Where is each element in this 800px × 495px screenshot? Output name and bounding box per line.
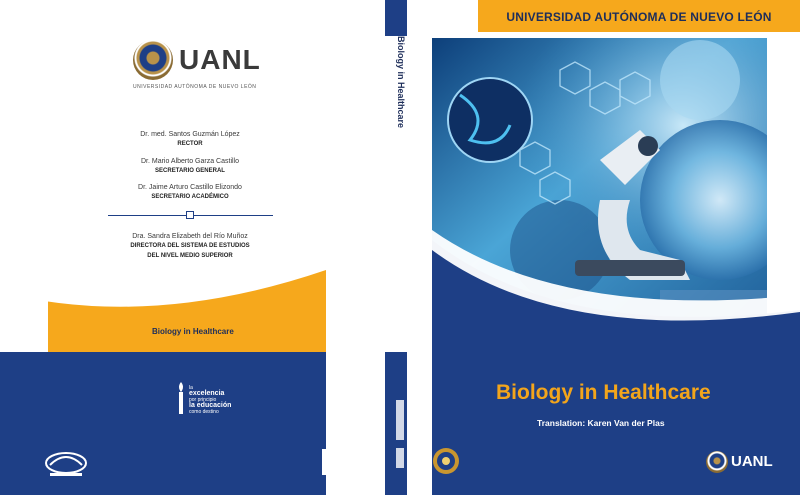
excellence-line4: la educación: [189, 402, 232, 409]
torch-icon: [176, 382, 186, 416]
book-title: Biology in Healthcare: [496, 381, 711, 404]
authority-3: [100, 183, 280, 202]
barcode-area: [322, 449, 367, 475]
editorial-logo-icon: [44, 449, 89, 479]
front-uanl-logo: [706, 451, 796, 477]
authority-name: Dr. Mario Alberto Garza Castillo: [140, 158, 240, 165]
authority-1: [100, 130, 280, 149]
excellence-line2: excelencia: [189, 390, 225, 397]
university-seal-icon: [133, 40, 173, 80]
director-name: Dra. Sandra Elizabeth del Río Muñoz: [132, 233, 248, 240]
translator-credit: Translation: Karen Van der Plas: [537, 418, 665, 428]
logo-word: UANL: [179, 44, 261, 75]
authority-2: [100, 157, 280, 176]
university-name: UNIVERSIDAD AUTÓNOMA DE NUEVO LEÓN: [506, 10, 772, 24]
institution-seal-icon: [432, 447, 460, 475]
back-gold-band: [0, 270, 326, 352]
director-role-line2: DEL NIVEL MEDIO SUPERIOR: [147, 253, 233, 259]
uanl-logo: [133, 40, 261, 92]
front-seal-icon: [706, 451, 728, 473]
spine-logos: [393, 400, 407, 480]
director-role-line1: DIRECTORA DEL SISTEMA DE ESTUDIOS: [130, 243, 250, 249]
authority-role: SECRETARIO ACADÉMICO: [151, 194, 229, 200]
spine-top-band: [385, 0, 407, 36]
director: [100, 232, 280, 261]
authority-role: RECTOR: [177, 141, 203, 147]
excellence-line3: por principio: [189, 397, 217, 403]
front-logo-word: UANL: [731, 453, 773, 470]
back-band-title: Biology in Healthcare: [152, 327, 234, 336]
excellence-line1: la: [189, 385, 193, 391]
divider-square-icon: [186, 211, 194, 219]
authority-role: SECRETARIO GENERAL: [155, 168, 225, 174]
spine-title: Biology in Healthcare: [396, 36, 406, 129]
excellence-line5: como destino: [189, 409, 219, 415]
logo-subtitle: UNIVERSIDAD AUTÓNOMA DE NUEVO LEÓN: [133, 84, 257, 90]
excellence-logo: [176, 382, 246, 416]
authority-name: Dr. med. Santos Guzmán López: [140, 131, 240, 138]
authority-name: Dr. Jaime Arturo Castillo Elizondo: [138, 184, 242, 191]
